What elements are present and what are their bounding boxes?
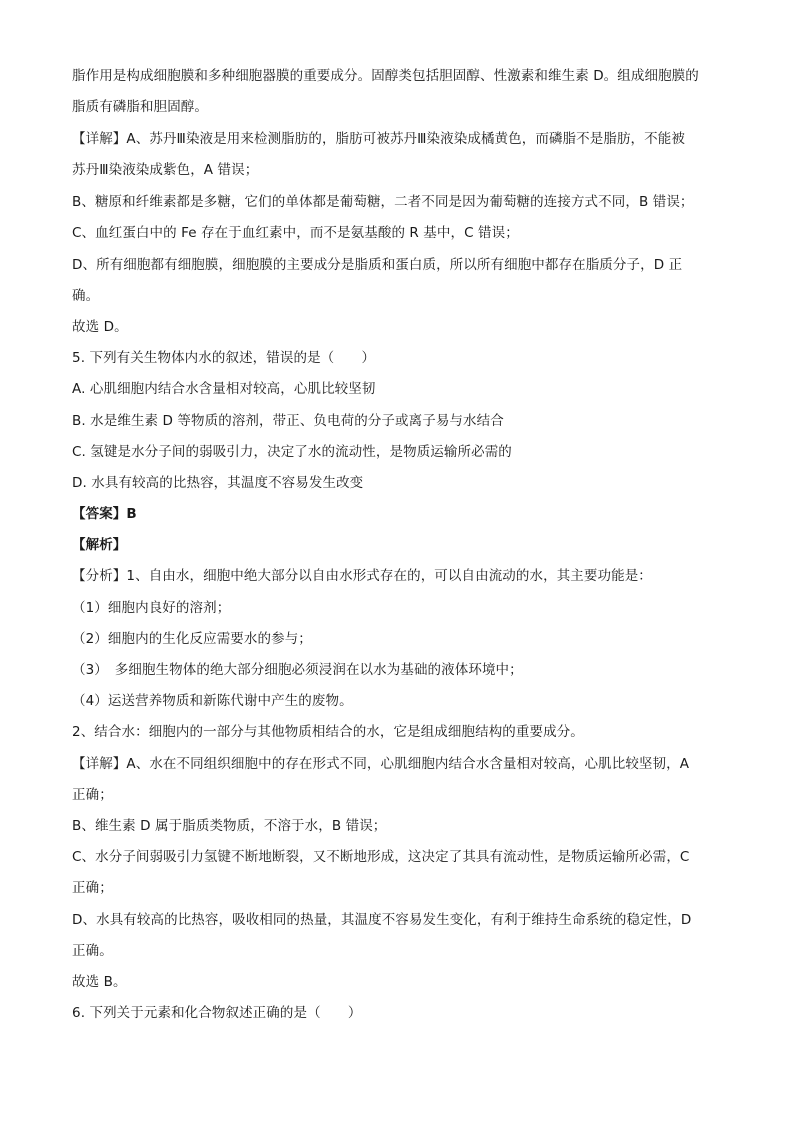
option-d: D. 水具有较高的比热容，其温度不容易发生改变	[72, 475, 364, 491]
option-b: B. 水是维生素 D 等物质的溶剂，带正、负电荷的分子或离子易与水结合	[72, 413, 504, 429]
answer-line: 【答案】B	[72, 506, 137, 522]
text-line: D、水具有较高的比热容，吸收相同的热量，其温度不容易发生变化，有利于维持生命系统的稳定性，D	[72, 912, 692, 928]
text-line: 正确。	[72, 943, 113, 959]
text-line: 【详解】A、苏丹Ⅲ染液是用来检测脂肪的，脂肪可被苏丹Ⅲ染液染成橘黄色，而磷脂不是脂肪，不能被	[72, 131, 685, 147]
analysis-heading: 【解析】	[72, 537, 127, 553]
text-line: （1）细胞内良好的溶剂；	[72, 600, 231, 616]
text-line: 正确；	[72, 787, 113, 803]
text-line: 【分析】1、自由水，细胞中绝大部分以自由水形式存在的，可以自由流动的水，其主要功能是：	[72, 568, 652, 584]
text-line: 故选 B。	[72, 974, 127, 990]
question-6-stem: 6. 下列关于元素和化合物叙述正确的是（ ）	[72, 1005, 362, 1021]
option-a: A. 心肌细胞内结合水含量相对较高，心肌比较坚韧	[72, 381, 376, 397]
text-line: （2）细胞内的生化反应需要水的参与；	[72, 631, 312, 647]
text-line: C、血红蛋白中的 Fe 存在于血红素中，而不是氨基酸的 R 基中，C 错误；	[72, 225, 519, 241]
text-line: 脂作用是构成细胞膜和多种细胞器膜的重要成分。固醇类包括胆固醇、性激素和维生素 D。组成细胞膜的	[72, 68, 699, 84]
text-line: 正确；	[72, 880, 113, 896]
text-line: 【详解】A、水在不同组织细胞中的存在形式不同，心肌细胞内结合水含量相对较高，心肌比较坚韧，A	[72, 756, 690, 772]
text-line: （3） 多细胞生物体的绝大部分细胞必须浸润在以水为基础的液体环境中；	[72, 662, 523, 678]
text-line: B、糖原和纤维素都是多糖，它们的单体都是葡萄糖，二者不同是因为葡萄糖的连接方式不同，B 错误；	[72, 194, 694, 210]
text-line: 脂质有磷脂和胆固醇。	[72, 99, 208, 115]
option-c: C. 氢键是水分子间的弱吸引力，决定了水的流动性，是物质运输所必需的	[72, 444, 512, 460]
text-line: （4）运送营养物质和新陈代谢中产生的废物。	[72, 693, 353, 709]
text-line: D、所有细胞都有细胞膜，细胞膜的主要成分是脂质和蛋白质，所以所有细胞中都存在脂质分子，D 正	[72, 257, 683, 273]
text-line: C、水分子间弱吸引力氢键不断地断裂，又不断地形成，这决定了其具有流动性，是物质运输所必需，C	[72, 849, 690, 865]
text-line: 确。	[72, 288, 100, 304]
text-line: 苏丹Ⅲ染液染成紫色，A 错误；	[72, 162, 259, 178]
text-line: B、维生素 D 属于脂质类物质，不溶于水，B 错误；	[72, 818, 387, 834]
text-line: 2、结合水：细胞内的一部分与其他物质相结合的水，它是组成细胞结构的重要成分。	[72, 724, 584, 740]
question-5-stem: 5. 下列有关生物体内水的叙述，错误的是（ ）	[72, 350, 376, 366]
text-line: 故选 D。	[72, 319, 128, 335]
